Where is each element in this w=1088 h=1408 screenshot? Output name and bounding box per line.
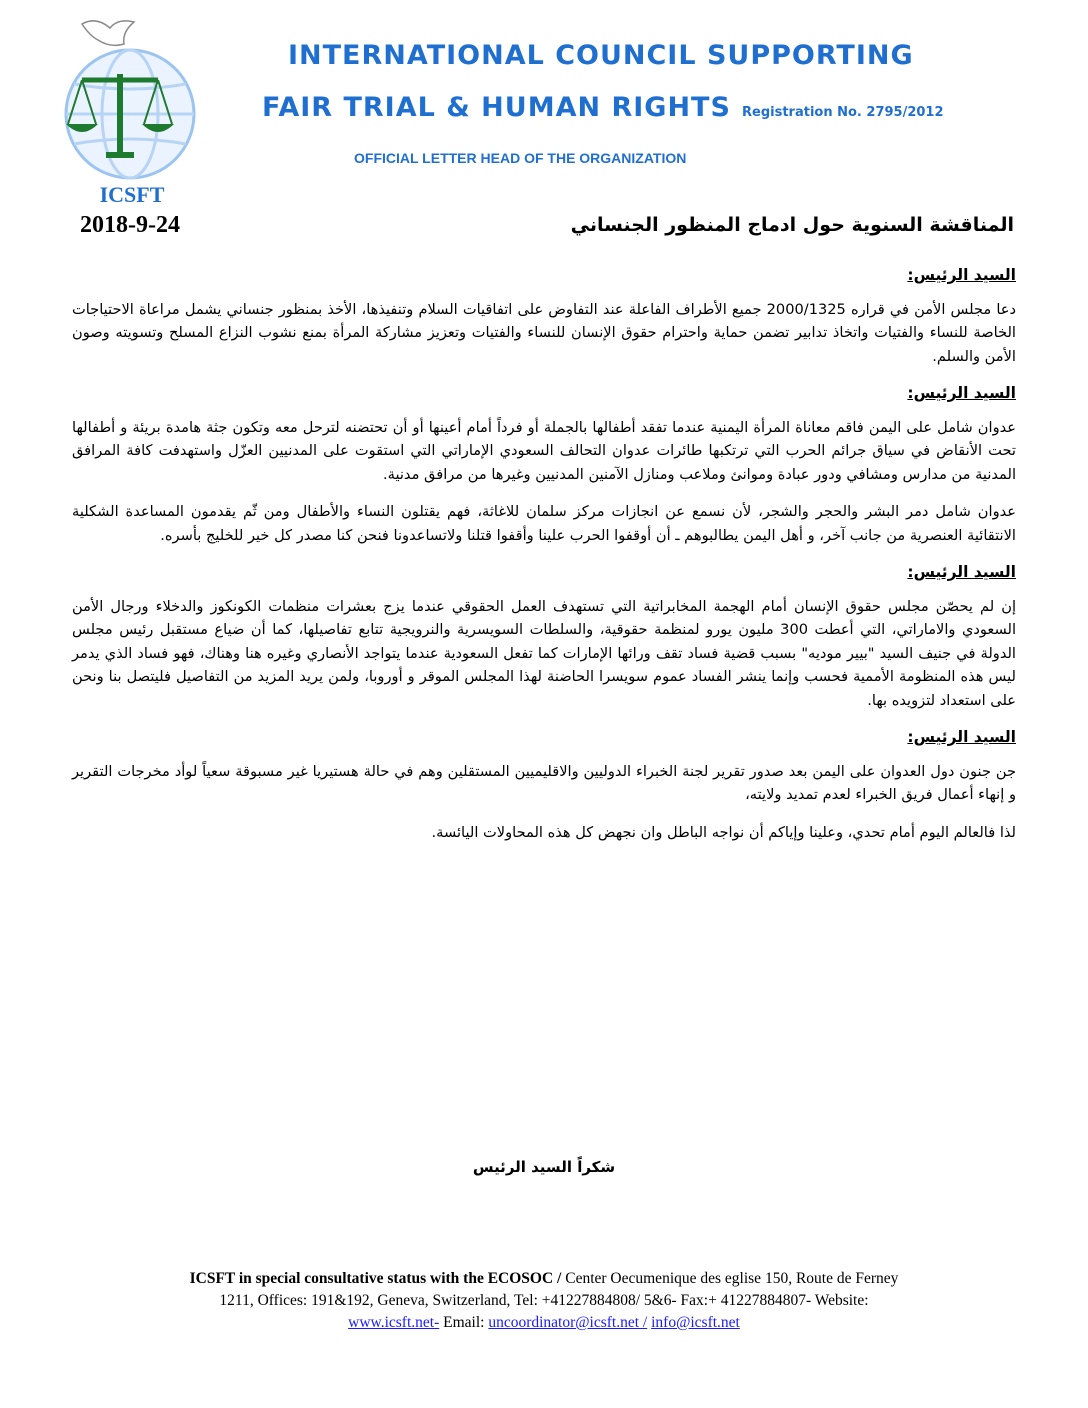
email-label: Email: — [439, 1314, 489, 1331]
section-heading: السيد الرئيس: — [907, 563, 1016, 581]
footer-line3 — [60, 1312, 1028, 1334]
paragraph: دعا مجلس الأمن في قراره 2000/1325 جميع الأطراف الفاعلة عند التفاوض على اتفاقيات السلام وتنفيذها، الأخذ بمنظور جنساني يشمل مراعاة الاحتياجات الخاصة للنساء والفتيات واتخاذ تدابير تضمن حماية واحترام حقوق الإنسان للنساء والفتيات وتعزيز مشاركة المرأة بمنع نشوب النزاع المسلح وتسويته وصون الأمن والسلم. — [72, 300, 1016, 365]
email-link-coordinator[interactable]: uncoordinator@icsft.net / — [488, 1314, 648, 1331]
email-link-info[interactable]: info@icsft.net — [651, 1314, 740, 1331]
org-name-line2 — [262, 92, 944, 123]
section-heading: السيد الرئيس: — [907, 266, 1016, 284]
registration-number: Registration No. 2795/2012 — [742, 105, 944, 120]
footer-line2: 1211, Offices: 191&192, Geneva, Switzerland, Tel: +41227884808/ 5&6- Fax:+ 41227884807- Website: — [219, 1292, 869, 1309]
section-heading: السيد الرئيس: — [907, 728, 1016, 746]
closing-line: شكراً السيد الرئيس — [472, 1158, 616, 1176]
letter-date: 2018-9-24 — [80, 212, 180, 238]
official-letterhead-label: OFFICIAL LETTER HEAD OF THE ORGANIZATION — [354, 150, 687, 166]
paragraph: عدوان شامل دمر البشر والحجر والشجر، لأن نسمع عن انجازات مركز سلمان للاغاثة، فهم يقتلون النساء والأطفال ومن ثّم يقدمون المساعدة الشكلية الانتقائية العنصرية من جانب آخر، و أهل اليمن يطالبوهم ـ أن أوقفوا الحرب علينا وأقفوا قتلنا ولاتساعدونا فنحن كنا مصدر كل خير للخليج بأسره. — [72, 503, 1016, 544]
paragraph: لذا فالعالم اليوم أمام تحدي، وعلينا وإياكم أن نواجه الباطل وان نجهض كل هذه المحاولات اليائسة. — [431, 823, 1016, 841]
footer-address: Center Oecumenique des eglise 150, Route de Ferney — [561, 1270, 899, 1287]
paragraph: إن لم يحصّن مجلس حقوق الإنسان أمام الهجمة المخابراتية التي تستهدف العمل الحقوقي عندما يزج بعشرات منظمات الكونكوز والدخلاء ورجال الأمن السعودي والاماراتي، التي أعطت 300 مليون يورو لمنظمة حقوقية، والسلطات السويسرية والنرويجية تتابع تفاصيلها، كما أن ضياع مستقبل رئيس مجلس الدولة في جنيف السيد "بيير موديه" بسبب قضية فساد تقف ورائها الإمارات كما تفعل السعودية عندما يتواجد الأنصاري وغيره هنا وهناك، فهو فساد الذي يدمر ليس هذه المنظومة الأممية فحسب وإنما ينشر الفساد عموم سويسرا الحاضنة لهذا المجلس الموقر و أوروبا، ولمن يريد المزيد من التفاصيل فليتصل بنا ونحن على استعداد لتزويده بها. — [72, 597, 1016, 709]
globe-scales-dove-icon — [52, 14, 212, 210]
svg-text:ICSFT: ICSFT — [99, 182, 165, 207]
footer-line1 — [60, 1268, 1028, 1290]
website-link[interactable]: www.icsft.net- — [348, 1314, 440, 1331]
organization-logo — [52, 14, 212, 210]
paragraph: جن جنون دول العدوان على اليمن بعد صدور تقرير لجنة الخبراء الدوليين والاقليميين المستقلين وهم في حالة هستيريا غير مسبوقة سعياً لوأد مخرجات التقرير و إنهاء أعمال فريق الخبراء لعدم تمديد ولايته، — [72, 762, 1016, 803]
footer-status: ICSFT in special consultative status with the ECOSOC / — [189, 1270, 562, 1287]
section-heading: السيد الرئيس: — [907, 384, 1016, 402]
org-name-line1: INTERNATIONAL COUNCIL SUPPORTING — [288, 40, 914, 71]
letter-title: المناقشة السنوية حول ادماج المنظور الجنساني — [570, 214, 1014, 236]
org-name-line2-text: FAIR TRIAL & HUMAN RIGHTS — [262, 92, 731, 123]
paragraph: عدوان شامل على اليمن فاقم معاناة المرأة اليمنية عندما تفقد أطفالها بالجملة أو فرداً أمام أعينها أو أن تحتضنه لترحل معه وتكون جثة هامدة بريئة و أطفالها تحت الأنقاض في سياق جرائم الحرب التي ترتكبها طائرات عدوان التحالف السعودي الإماراتي التي استقوت على المدنيين العزّل واستهدفت كافة المرافق المدنية من مدارس ومشافي ودور عبادة وموانئ وملاعب ومنازل الآمنين المدنيين وغيرها من مرافق مدنية. — [72, 418, 1016, 483]
letter-body — [72, 264, 1016, 858]
letter-footer — [60, 1268, 1028, 1334]
